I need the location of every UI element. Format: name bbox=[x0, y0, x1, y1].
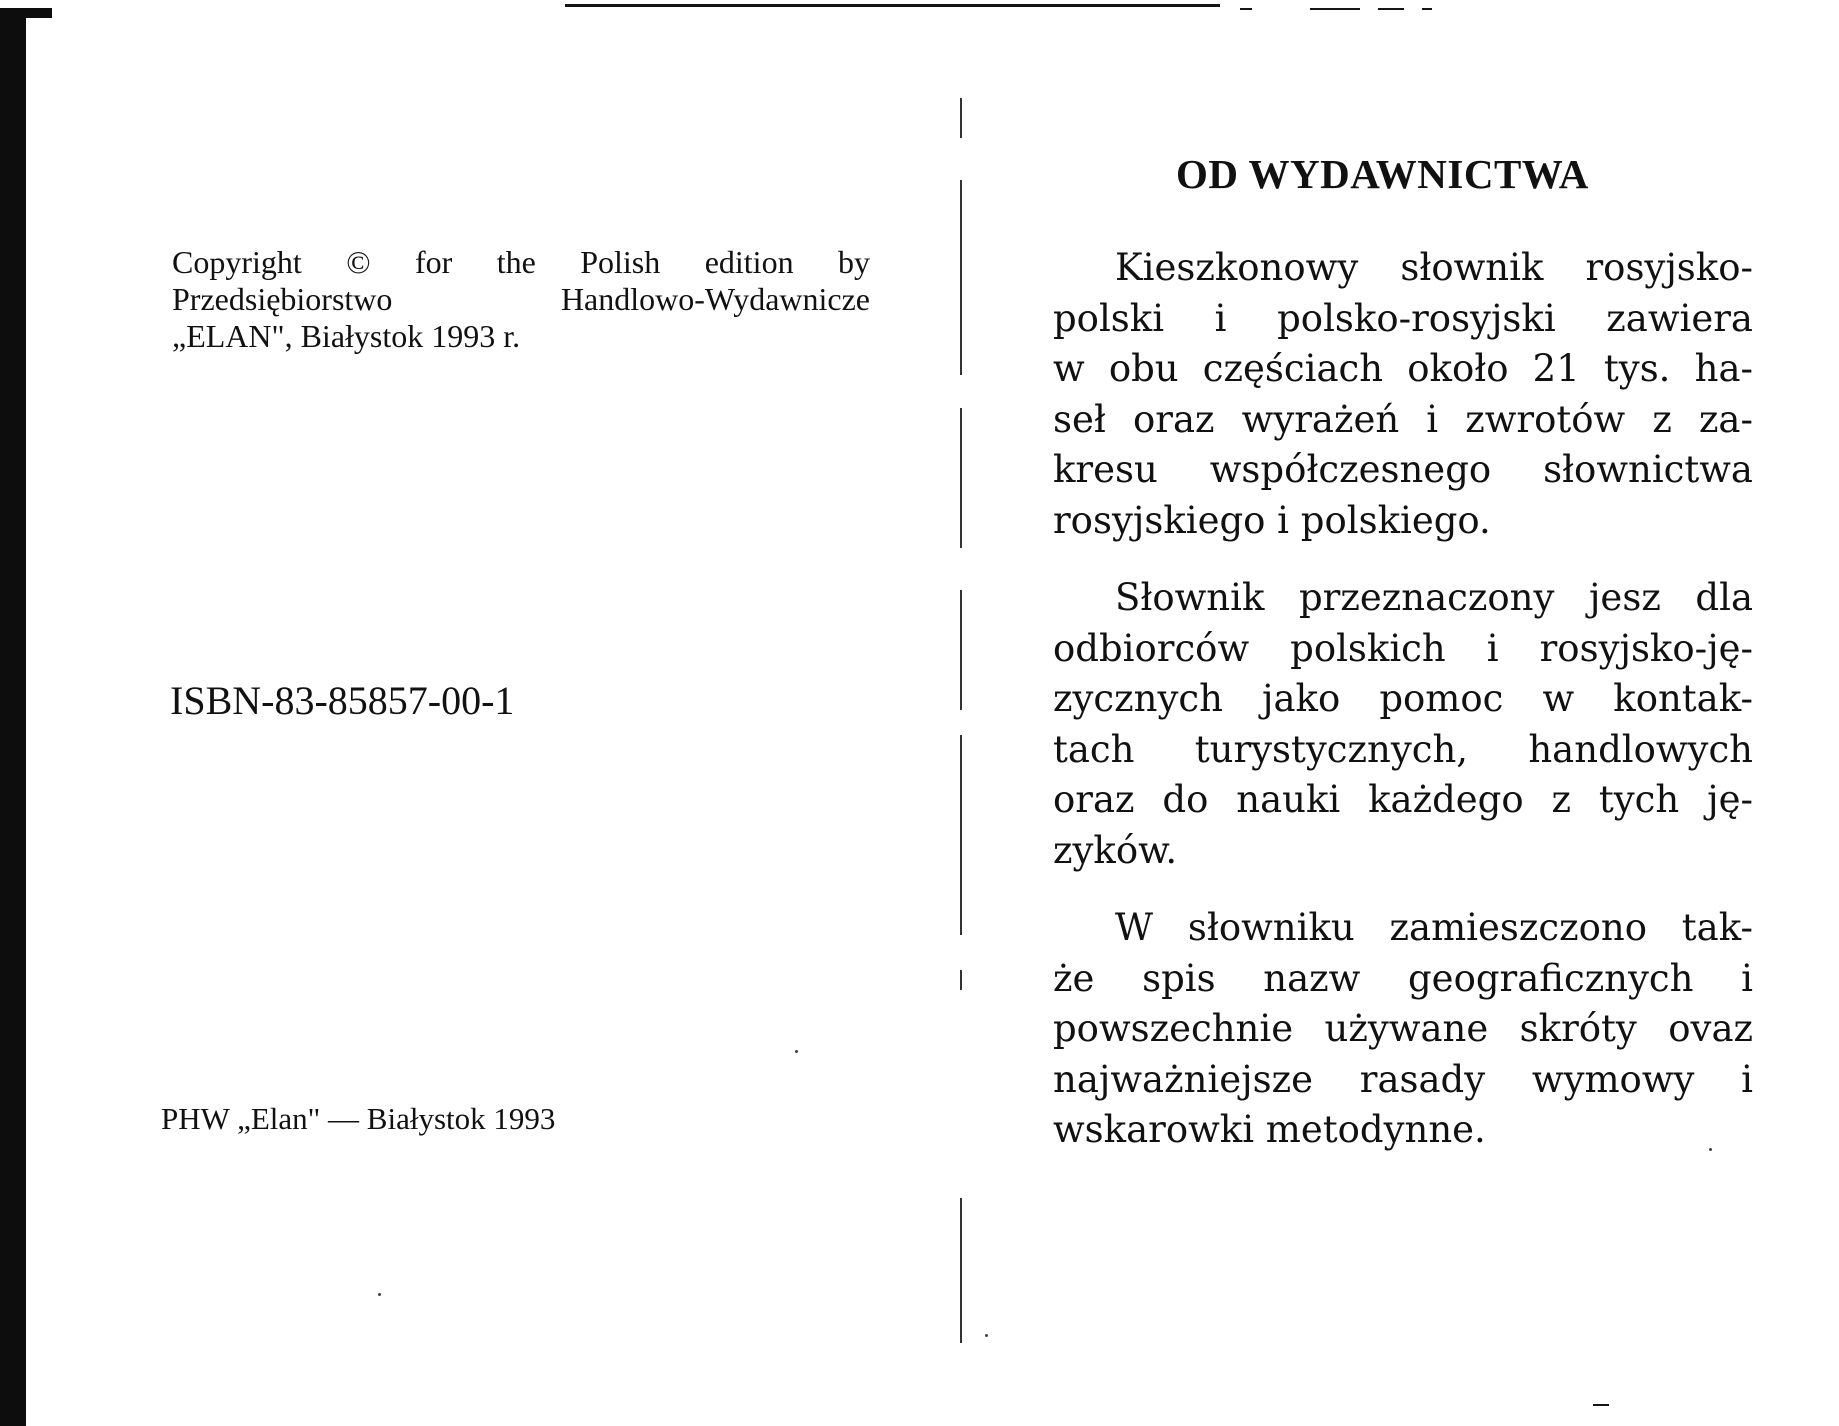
copyright-line: „ELAN", Białystok 1993 r. bbox=[172, 318, 521, 354]
scan-top-rule-fragment bbox=[1378, 8, 1404, 10]
text-line: Słownik przeznaczony jesz dla bbox=[1115, 576, 1753, 619]
scan-top-rule bbox=[565, 4, 1220, 7]
text-line: zycznych jako pomoc w kontak- bbox=[1053, 677, 1753, 720]
gutter-line bbox=[960, 735, 962, 935]
scan-speck bbox=[1593, 1404, 1609, 1406]
text-line: seł oraz wyrażeń i zwrotów z za- bbox=[1053, 397, 1753, 441]
scan-top-rule-fragment bbox=[1240, 8, 1252, 10]
copyright-notice bbox=[172, 244, 870, 355]
text-line: Kieszkonowy słownik rosyjsko- bbox=[1115, 246, 1753, 289]
scan-speck bbox=[378, 1293, 381, 1296]
text-line: kresu współczesnego słownictwa bbox=[1053, 448, 1753, 491]
scan-left-edge-notch bbox=[0, 8, 52, 18]
foreword-paragraph bbox=[1053, 573, 1753, 876]
page-title: OD WYDAWNICTWA bbox=[1176, 151, 1589, 197]
gutter-line bbox=[960, 180, 962, 375]
text-line: polski i polsko-rosyjski zawiera bbox=[1053, 296, 1753, 340]
gutter-line bbox=[960, 408, 962, 548]
text-line: odbiorców polskich i rosyjsko-ję- bbox=[1053, 626, 1753, 670]
text-line: tach turystycznych, handlowych bbox=[1053, 727, 1753, 771]
text-line: W słowniku zamieszczono tak- bbox=[1115, 906, 1753, 949]
isbn-number: ISBN-83-85857-00-1 bbox=[170, 678, 515, 723]
scan-top-rule-fragment bbox=[1422, 8, 1432, 10]
text-line: najważniejsze rasady wymowy i bbox=[1053, 1057, 1753, 1101]
gutter-line bbox=[960, 970, 962, 990]
foreword-paragraph bbox=[1053, 243, 1753, 546]
gutter-line bbox=[960, 98, 962, 138]
scan-speck bbox=[985, 1334, 988, 1337]
text-line: rosyjskiego i polskiego. bbox=[1053, 498, 1491, 542]
gutter-line bbox=[960, 1198, 962, 1343]
text-line: zyków. bbox=[1053, 828, 1178, 872]
scan-left-edge-shadow bbox=[0, 8, 26, 1426]
scan-top-rule-fragment bbox=[1310, 8, 1360, 10]
text-line: oraz do nauki każdego z tych ję- bbox=[1053, 778, 1753, 821]
publisher-imprint: PHW „Elan" — Białystok 1993 bbox=[161, 1101, 556, 1136]
gutter-line bbox=[960, 590, 962, 710]
copyright-line: Copyright © for the Polish edition by bbox=[172, 244, 870, 280]
text-line: że spis nazw geograficznych i bbox=[1053, 956, 1753, 1000]
text-line: wskarowki metodynne. bbox=[1053, 1108, 1486, 1151]
copyright-line: Przedsiębiorstwo Handlowo-Wydawnicze bbox=[172, 281, 870, 317]
text-line: w obu częściach około 21 tys. ha- bbox=[1053, 347, 1753, 390]
text-line: powszechnie używane skróty ovaz bbox=[1053, 1007, 1753, 1050]
foreword-paragraph bbox=[1053, 903, 1753, 1156]
scan-speck bbox=[795, 1050, 798, 1053]
